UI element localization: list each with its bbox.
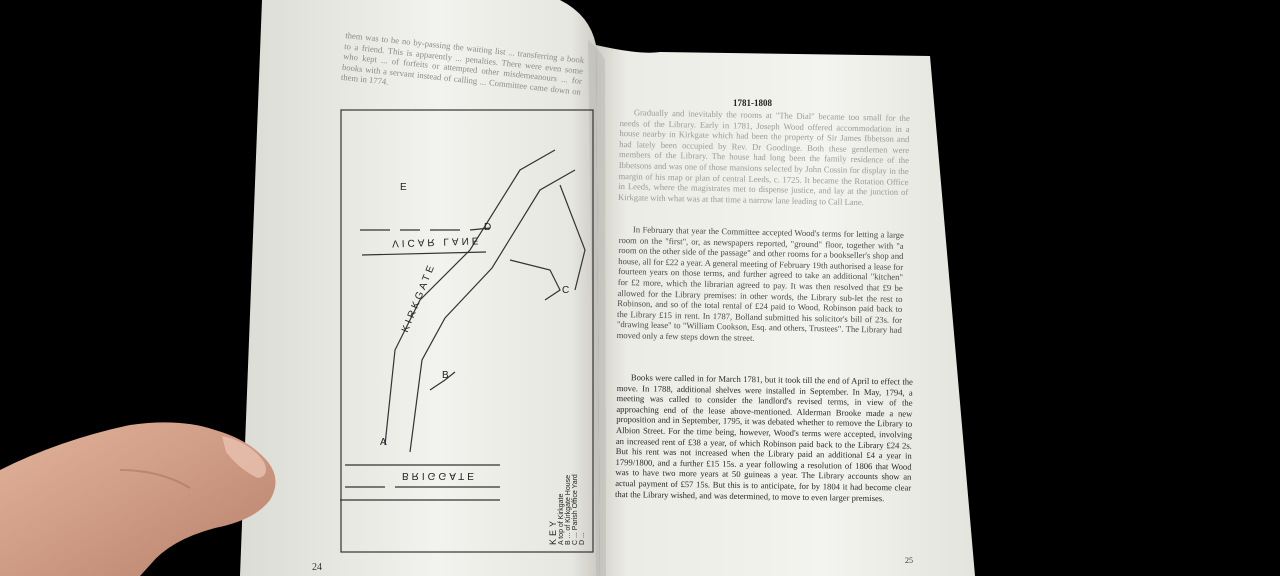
map-key-line: C ... Parish Office Yard	[572, 474, 579, 545]
right-page-paragraph: In February that year the Committee accepted Wood's terms for letting a large room on the "first", or, as newspapers reported, "ground" floor, together with "a room on the other side of the passage" and other rooms for a bookseller's shop and house, all for £22 a year. A general meeting of February 19th authorised a lease for fourteen years on those terms, and further agreed to take an additional "kitchen" for £2 more, which the librarian agreed to pay. It was then resolved that £9 be allowed for the Library premises: in other words, the Library sub-let the rest to Robinson, and so of the total rental of £24 paid to Wood, Robinson paid back to the Library £15 in rent. In 1787, Bolland submitted his solicitor's bill of 23s. for "drawing lease" to "William Cookson, Esq. and others, Trustees". The Library had moved only a few steps down the street.	[616, 224, 904, 343]
map-key-title: KEY	[548, 517, 558, 545]
right-page-heading: 1781-1808	[733, 98, 772, 108]
map-label-vicar-lane: VICAR LANE	[391, 234, 482, 249]
right-page-paragraph: Gradually and inevitably the rooms at "The Dial" became too small for the needs of the Library. Early in 1781, Joseph Wood offered accommodation in a house nearby in Kirkgate which had been the property of Sir James Ibbetson and had lately been occupied by Rev. Dr Goodinge. Both these gentlemen were members of the Library. The house had long been the family residence of the Ibbetsons and was one of those mansions selected by John Cossin for display in the margin of his map or plan of central Leeds, c. 1725. It became the Rotation Office in Leeds, where the magistrates met to dispense justice, and lay at the junction of Kirkgate with what was at that time a narrow lane leading to Call Lane.	[618, 107, 910, 207]
map-key-line: A top of Kirkgate	[558, 493, 565, 545]
map-label-briggate: BRIGGATE	[402, 470, 477, 481]
right-page-paragraph: Books were called in for March 1781, but it took till the end of April to effect the move. In 1788, additional shelves were installed in September. In May, 1794, a meeting was called to consider the landlord's revised terms, in view of the approaching end of the lease above-mentioned. Alderman Brooke made a new proposition and in September, 1795, it was debated whether to remove the Library to Albion Street. For the time being, however, Wood's terms were accepted, involving an increased rent of £38 a year, of which Robinson paid back to the Library £24 2s. But his rent was not increased when the Library paid an additional £4 a year in 1799/1800, and a further £15 15s. a year following a resolution of 1806 that Wood was to have two more years at 50 guineas a year. The Library accounts show an actual payment of £57 15s. But this is to anticipate, for by 1804 it had become clear that the Library wished, and was determined, to move to even larger premises.	[615, 372, 913, 503]
map-letter-b: B	[442, 370, 449, 381]
map-letter-c: C	[562, 285, 570, 296]
map-letter-e: E	[400, 182, 407, 193]
map-letter-d: D	[484, 222, 492, 233]
map-label-kirkgate: KIRKGATE	[400, 261, 438, 335]
right-page-number: 25	[905, 556, 913, 565]
left-page-top-text: them was to be no by-passing the waiting list ... transferring a book to a friend. This is apparently ... penalties. There were even some who kept ... of forfeits or attempted other misdemeanours ... for books with a servant instead of calling ... Committee came down on them in 1774.	[340, 30, 585, 97]
left-page-number: 24	[312, 562, 322, 573]
map-letter-a: A	[380, 437, 387, 448]
map-key-line: B ... of Kirkgate House	[565, 474, 572, 545]
map-key-line: D ...	[579, 532, 586, 545]
